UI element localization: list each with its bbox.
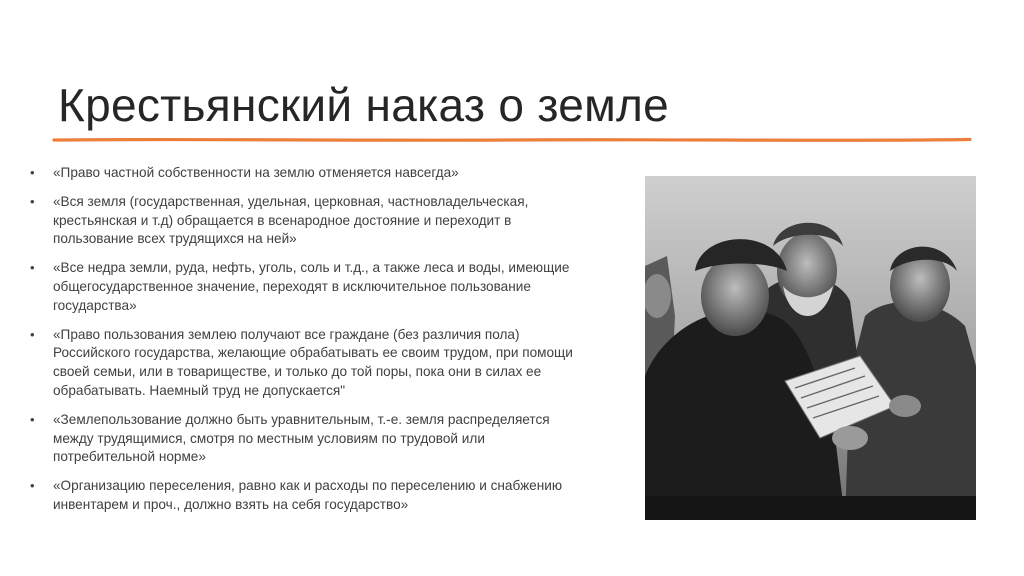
bullet-text: «Вся земля (государственная, удельная, церковная, частновладельческая, крестьянская и т.д) обращается в всенародное достояние и переходит в пользование всех трудящихся на ней» xyxy=(53,193,529,247)
slide-title: Крестьянский наказ о земле xyxy=(58,79,670,131)
painting-peasants-icon xyxy=(645,176,976,520)
bullet-text: «Право частной собственности на землю отменяется навсегда» xyxy=(53,165,459,180)
bullet-list xyxy=(30,164,590,525)
bullet-dot: • xyxy=(30,193,35,209)
bullet-dot: • xyxy=(30,411,35,427)
bullet-text: «Организацию переселения, равно как и расходы по переселению и снабжению инвентарем и проч., должно взять на себя государство» xyxy=(53,478,563,512)
bullet-dot: • xyxy=(30,478,35,494)
title-underline xyxy=(52,136,972,144)
painting-image xyxy=(645,176,976,520)
bullet-item xyxy=(30,477,590,515)
bullet-text: «Землепользование должно быть уравнительным, т.-е. земля распределяется между трудящимися, смотря по местным условиям по трудовой или потребительной норме» xyxy=(53,411,550,465)
bullet-text: «Все недра земли, руда, нефть, уголь, соль и т.д., а также леса и воды, имеющие общегосударственное значение, переходят в исключительное пользование государства» xyxy=(53,260,570,313)
bullet-item xyxy=(30,259,590,315)
bullet-item xyxy=(30,411,590,467)
bullet-item xyxy=(30,193,590,249)
bullet-dot: • xyxy=(30,165,35,180)
bullet-item xyxy=(30,164,590,183)
bullet-item xyxy=(30,326,590,401)
bullet-text: «Право пользования землею получают все граждане (без различия пола) Российского государства, желающие обрабатывать ее своим трудом, при помощи своей семьи, или в товариществе, и только до той поры, пока они в силах ее обрабатывать. Наемный труд не допускается" xyxy=(53,326,573,398)
bullet-dot: • xyxy=(30,326,35,342)
bullet-dot: • xyxy=(30,260,35,276)
